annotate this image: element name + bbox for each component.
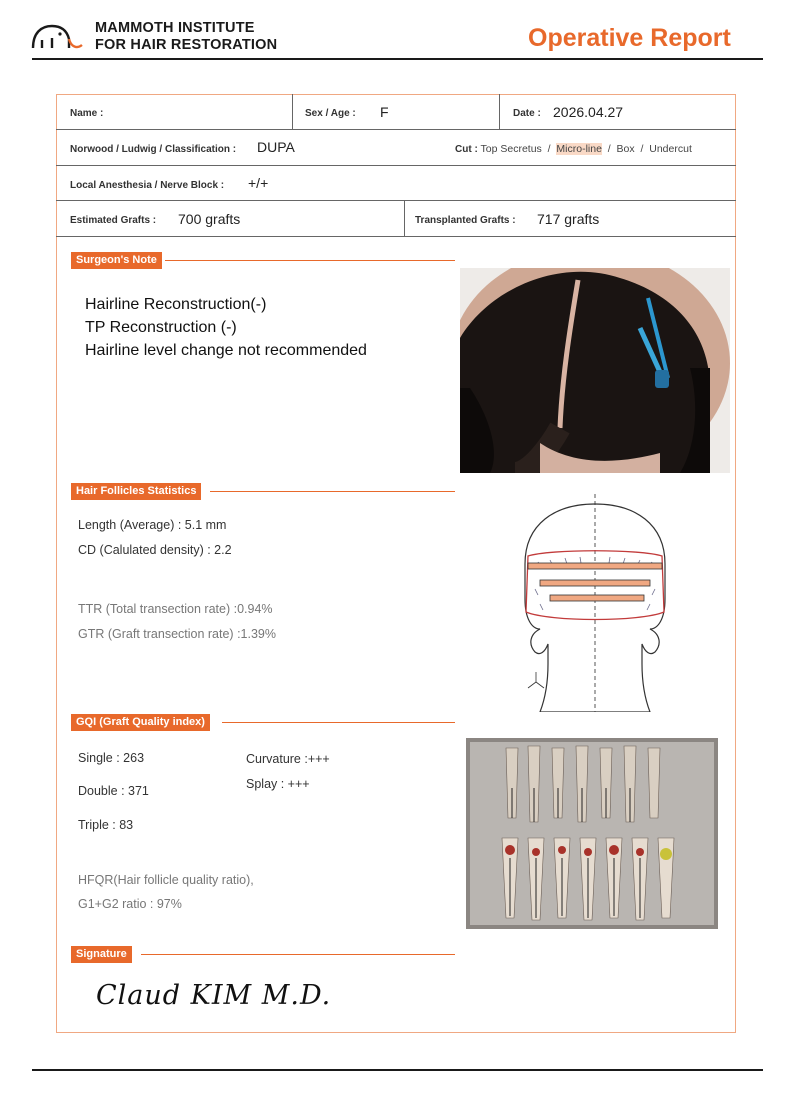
form-row-divider	[56, 236, 736, 237]
logo-line2: FOR HAIR RESTORATION	[95, 37, 278, 53]
gqi-single: Single : 263	[78, 751, 145, 765]
cut-label: Cut :	[455, 144, 478, 155]
surgeons-note-title: Surgeon's Note	[71, 252, 162, 269]
gqi-splay: Splay : +++	[246, 777, 310, 791]
sex-age-value: F	[380, 104, 389, 120]
signature-handwriting: Claud KIM M.D.	[96, 980, 332, 1011]
section-line	[141, 954, 455, 955]
length-average: Length (Average) : 5.1 mm	[78, 518, 227, 532]
transplanted-grafts-label: Transplanted Grafts :	[415, 215, 516, 226]
section-line	[210, 491, 455, 492]
note-line: Hairline Reconstruction(-)	[85, 296, 267, 313]
classification-label: Norwood / Ludwig / Classification :	[70, 144, 237, 155]
gqi-triple: Triple : 83	[78, 818, 134, 832]
patient-scalp-photo	[460, 268, 730, 473]
note-line: Hairline level change not recommended	[85, 342, 367, 359]
ttr-rate: TTR (Total transection rate) :0.94%	[78, 602, 273, 616]
logo-line1: MAMMOTH INSTITUTE	[95, 20, 255, 36]
classification-value: DUPA	[257, 139, 295, 155]
date-value: 2026.04.27	[553, 104, 624, 120]
graft-sample-photo	[466, 738, 718, 929]
cut-option: Box	[616, 143, 635, 155]
gqi-curvature: Curvature :+++	[246, 752, 330, 766]
cut-option: Undercut	[649, 143, 692, 155]
estimated-grafts-value: 700 grafts	[178, 211, 241, 227]
section-line	[165, 260, 455, 261]
follicle-stats-title: Hair Follicles Statistics	[71, 483, 201, 500]
form-col-divider	[404, 200, 405, 236]
sex-age-label: Sex / Age :	[305, 108, 356, 119]
signature-title: Signature	[71, 946, 132, 963]
calculated-density: CD (Calulated density) : 2.2	[78, 543, 232, 557]
gqi-double: Double : 371	[78, 784, 149, 798]
g1g2-ratio: G1+G2 ratio : 97%	[78, 897, 182, 911]
logo-text	[95, 20, 277, 54]
transplanted-grafts-value: 717 grafts	[537, 211, 600, 227]
cut-field: Cut : Top Secretus / Micro-line / Box / Undercut	[455, 143, 692, 155]
header-divider	[32, 58, 763, 60]
footer-divider	[32, 1069, 763, 1071]
report-title: Operative Report	[528, 24, 731, 52]
form-row-divider	[56, 200, 736, 201]
surgeons-note-text	[85, 293, 367, 362]
estimated-grafts-label: Estimated Grafts :	[70, 215, 157, 226]
anesthesia-label: Local Anesthesia / Nerve Block :	[70, 180, 225, 191]
cut-option-selected: Micro-line	[556, 143, 602, 155]
form-row-divider	[56, 165, 736, 166]
form-row-divider	[56, 129, 736, 130]
form-col-divider	[292, 94, 293, 129]
name-label: Name :	[70, 108, 104, 119]
form-col-divider	[499, 94, 500, 129]
cut-option: Top Secretus	[480, 143, 542, 155]
date-label: Date :	[513, 108, 541, 119]
section-line	[222, 722, 455, 723]
note-line: TP Reconstruction (-)	[85, 319, 237, 336]
donor-area-diagram	[510, 494, 680, 712]
gqi-title: GQI (Graft Quality index)	[71, 714, 210, 731]
anesthesia-value: +/+	[248, 175, 269, 191]
gtr-rate: GTR (Graft transection rate) :1.39%	[78, 627, 276, 641]
hfqr-label: HFQR(Hair follicle quality ratio),	[78, 873, 254, 887]
mammoth-logo-icon	[30, 19, 92, 51]
